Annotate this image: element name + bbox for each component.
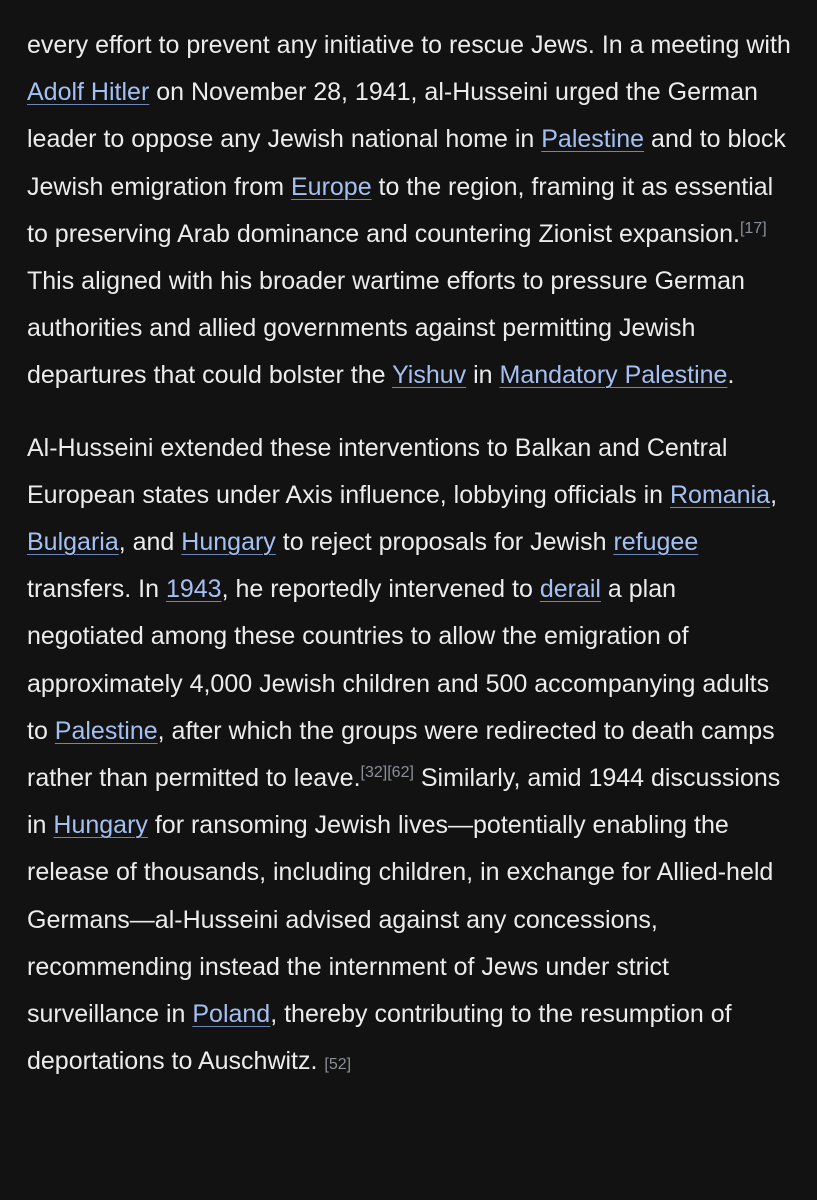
link-1943[interactable]: 1943: [165, 575, 222, 604]
text-run: to the region, framing it as essential to preserving Arab dominance and countering Zionist expansion.: [27, 172, 774, 248]
text-run: , he reportedly intervened to: [221, 575, 540, 604]
text-run: Al-Husseini extended these interventions to Balkan and Central European states under Axis influence, lobbying officials in: [27, 433, 728, 509]
text-run: ,: [770, 480, 778, 509]
paragraph-1: [27, 22, 791, 400]
link-derail[interactable]: derail: [539, 575, 601, 604]
link-poland[interactable]: Poland: [192, 1000, 271, 1029]
text-run: transfers. In: [27, 575, 166, 604]
link-hungary[interactable]: Hungary: [181, 528, 276, 557]
text-run: to reject proposals for Jewish: [275, 528, 614, 557]
citation-17[interactable]: [17]: [739, 219, 767, 237]
citation-52[interactable]: [52]: [324, 1056, 352, 1074]
citation-62[interactable]: [62]: [387, 764, 414, 782]
link-refugee[interactable]: refugee: [613, 528, 699, 557]
text-run: This aligned with his broader wartime efforts to pressure German authorities and allied governments against permitting Jewish departures that could bolster the: [27, 267, 745, 390]
text-run: in: [466, 361, 500, 390]
link-adolf-hitler[interactable]: Adolf Hitler: [27, 78, 150, 107]
link-bulgaria[interactable]: Bulgaria: [27, 528, 119, 557]
text-run: , thereby contributing to the resumption of deportations to Auschwitz.: [27, 1000, 732, 1076]
article-body: [27, 22, 791, 1085]
link-hungary-2[interactable]: Hungary: [53, 811, 148, 840]
text-run: a plan negotiated among these countries to allow the emigration of approximately 4,000 Jewish children and 500 accompanying adults to: [27, 575, 770, 745]
text-run: , and: [118, 528, 182, 557]
text-run: on November 28, 1941, al-Husseini urged the German leader to oppose any Jewish national home in: [27, 78, 758, 154]
text-run: Similarly, amid 1944 discussions in: [27, 764, 781, 840]
text-run: for ransoming Jewish lives—potentially enabling the release of thousands, including children, in exchange for Allied-held Germans—al-Husseini advised against any concessions, recommending instead the internment of Jews under strict surveillance in: [27, 811, 774, 1029]
paragraph-2: [27, 425, 791, 1086]
citation-32[interactable]: [32]: [360, 764, 388, 782]
text-run: every effort to prevent any initiative to rescue Jews. In a meeting with: [27, 31, 791, 59]
text-run: and to block Jewish emigration from: [27, 125, 786, 201]
link-yishuv[interactable]: Yishuv: [392, 361, 467, 390]
link-romania[interactable]: Romania: [670, 480, 771, 509]
link-palestine-2[interactable]: Palestine: [54, 716, 158, 745]
text-run: , after which the groups were redirected to death camps rather than permitted to leave.: [27, 716, 775, 793]
link-mandatory-palestine[interactable]: Mandatory Palestine: [499, 361, 728, 390]
link-palestine[interactable]: Palestine: [541, 125, 645, 154]
link-europe[interactable]: Europe: [290, 172, 372, 201]
text-run: .: [727, 361, 735, 390]
